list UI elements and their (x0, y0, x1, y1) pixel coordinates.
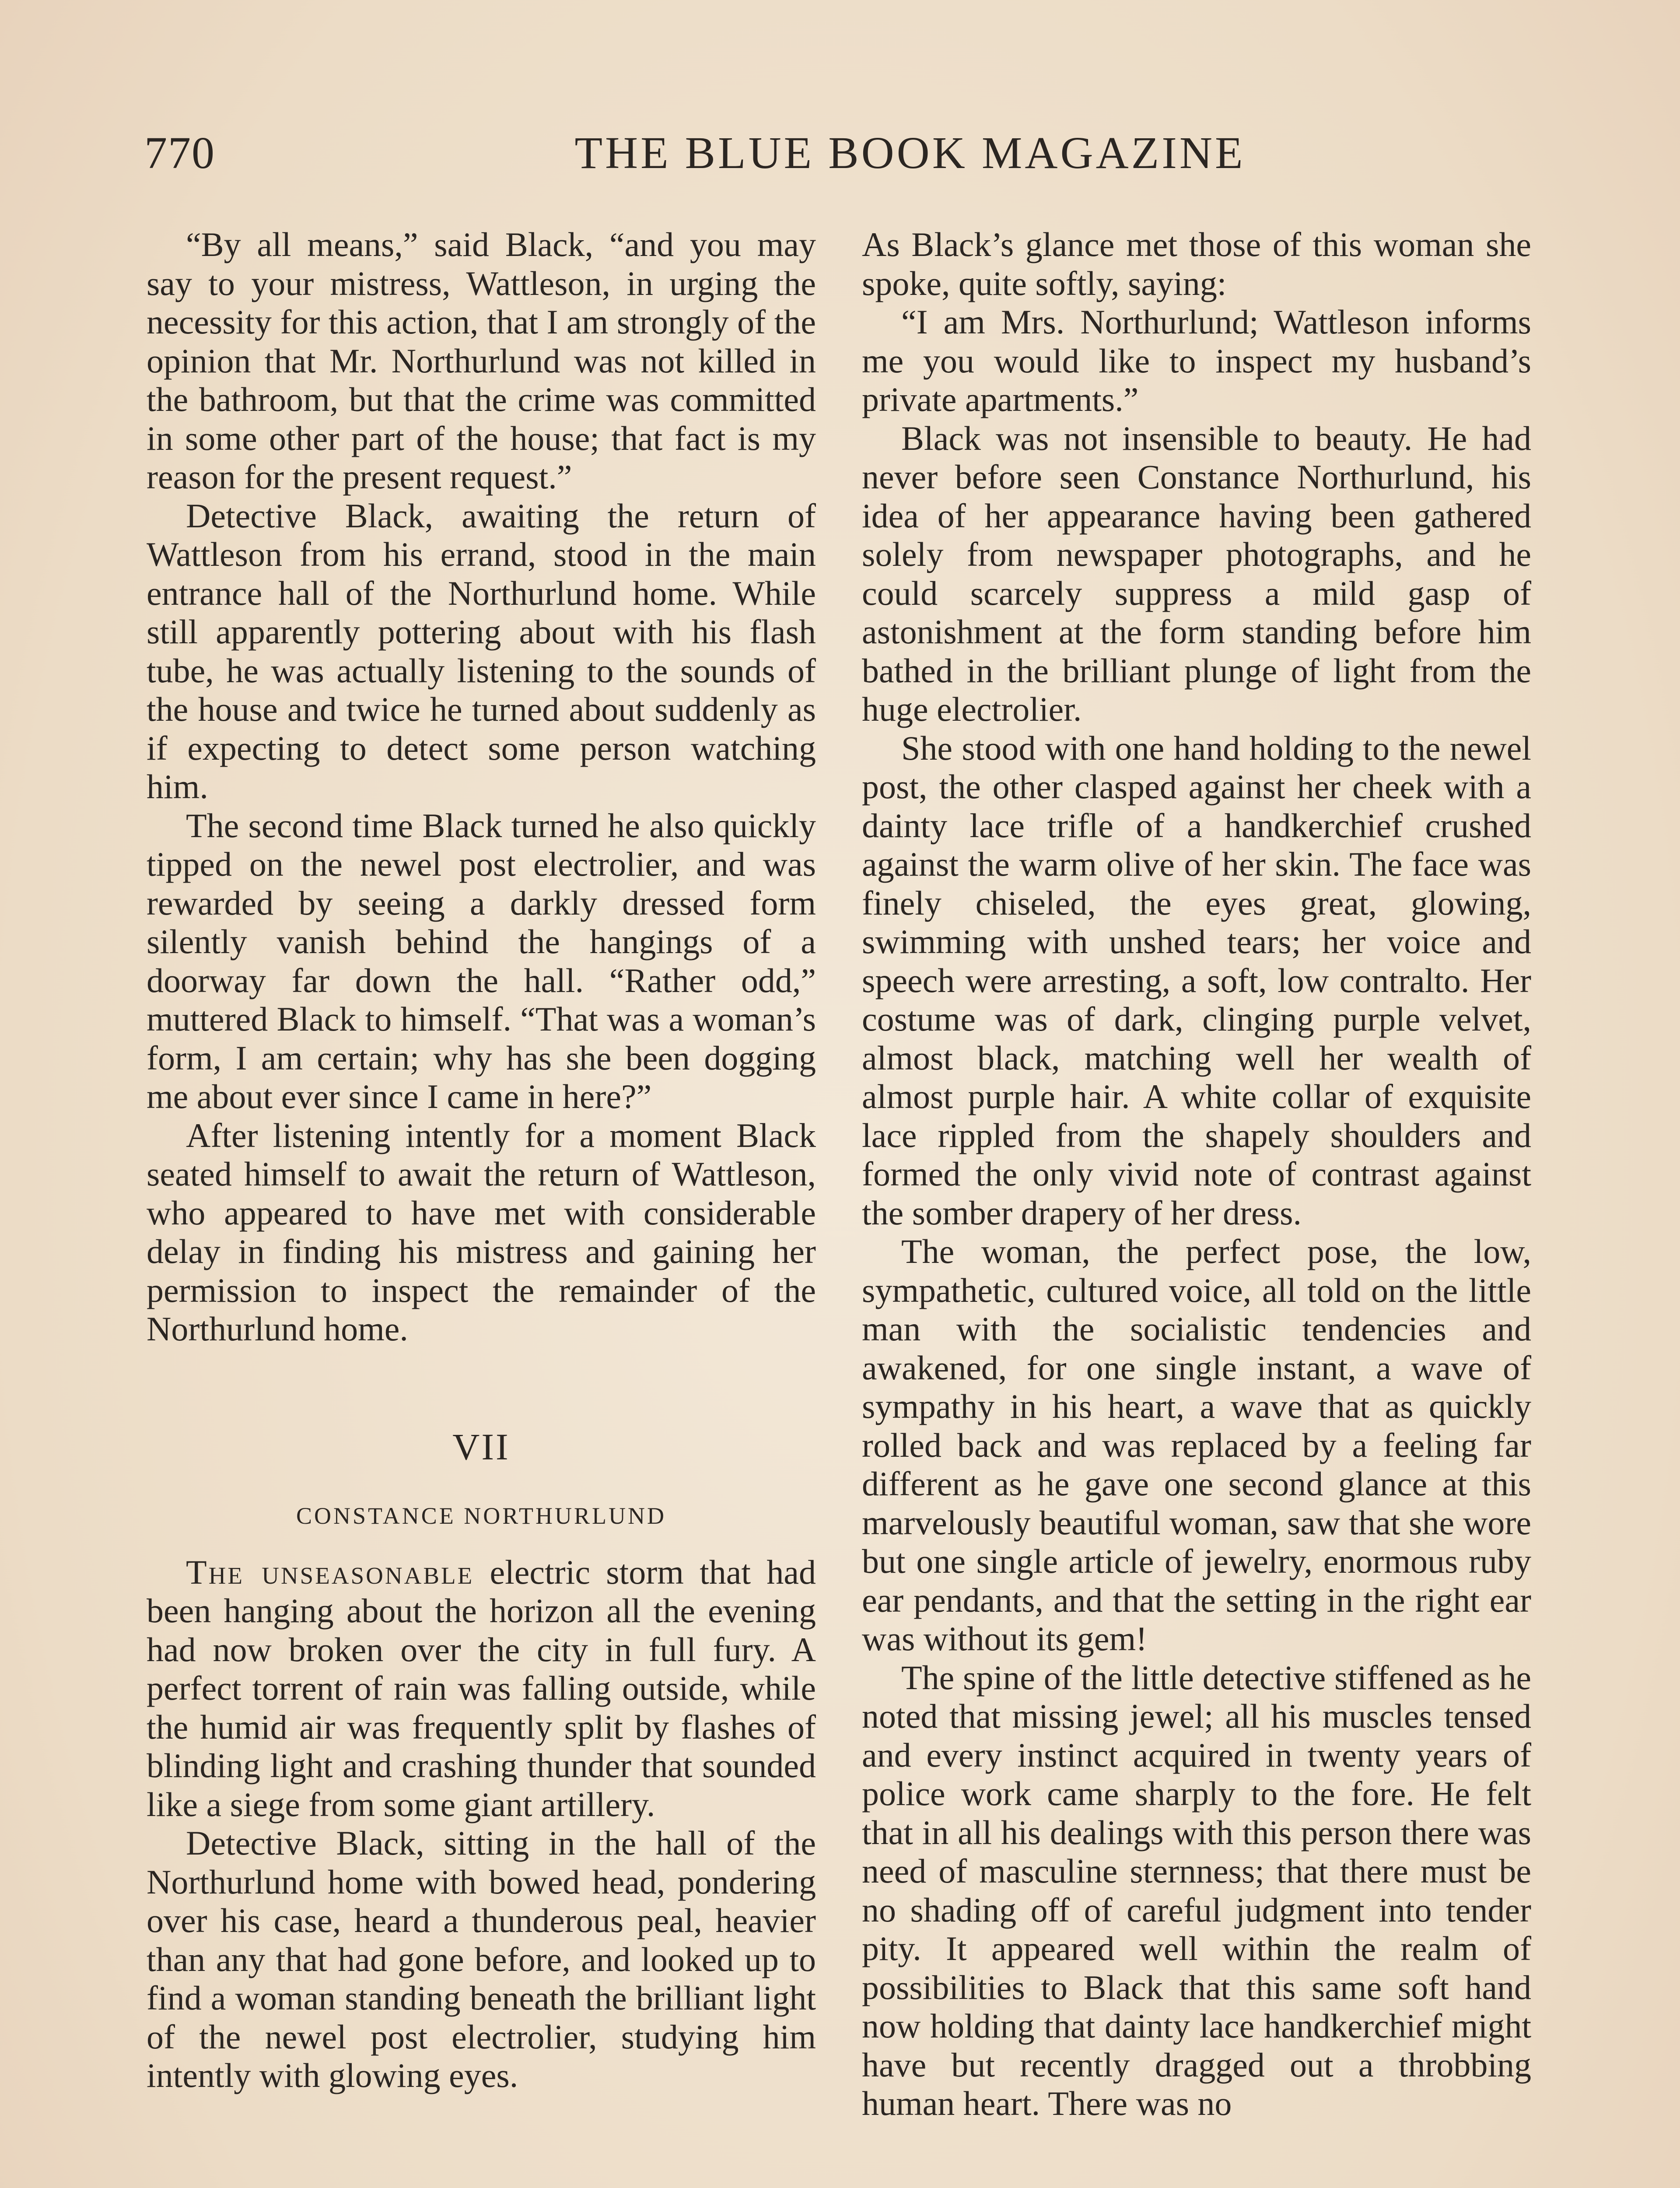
paragraph: Detective Black, awaiting the return of Wattleson from his errand, stood in the main entrance hall of the Northurlund home. While still apparently pottering about with his flash tube, he was actually listening to the sounds of the house and twice he turned about suddenly as if expecting to detect some person watching him. (147, 496, 816, 806)
page-number: 770 (144, 128, 215, 178)
chapter-opening-words: The unseasonable (186, 1553, 474, 1591)
paragraph: The second time Black turned he also quickly tipped on the newel post electrolier, and was rewarded by seeing a darkly dressed form silently vanish behind the hangings of a doorway far down the hall. “Rather odd,” muttered Black to himself. “That was a woman’s form, I am certain; why has she been dogging me about ever since I came in here?” (147, 806, 816, 1115)
paragraph-text: electric storm that had been hanging about the horizon all the evening had now broken over the city in full fury. A perfect torrent of rain was falling outside, while the humid air was frequently split by flashes of blinding light and crashing thunder that sounded like a siege from some giant artillery. (147, 1553, 816, 1823)
paragraph: As Black’s glance met those of this woman she spoke, quite softly, saying: (862, 225, 1531, 302)
paragraph: “I am Mrs. Northurlund; Wattleson informs me you would like to inspect my husband’s private apartments.” (862, 303, 1531, 418)
paragraph: Detective Black, sitting in the hall of the Northurlund home with bowed head, pondering over his case, heard a thunderous peal, heavier than any that had gone before, and looked up to find a woman standing beneath the brilliant light of the newel post electrolier, studying him intently with glowing eyes. (147, 1824, 816, 2094)
page-header (144, 127, 1544, 188)
chapter-number: VII (452, 1425, 510, 1468)
left-column (147, 225, 816, 2095)
running-title: THE BLUE BOOK MAGAZINE (574, 128, 1246, 178)
paragraph: The woman, the perfect pose, the low, sympathetic, cultured voice, all told on the little man with the socialistic tendencies and awakened, for one single instant, a wave of sympathy in his heart, a wave that as quickly rolled back and was replaced by a feeling far different as he gave one second glance at this marvelously beautiful woman, saw that she wore but one single article of jewelry, enormous ruby ear pendants, and that the setting in the right ear was without its gem! (862, 1232, 1531, 1658)
paragraph: After listening intently for a moment Black seated himself to await the return of Wattleson, who appeared to have met with considerable delay in finding his mistress and gaining her permission to inspect the remainder of the Northurlund home. (147, 1116, 816, 1348)
chapter-title: CONSTANCE NORTHURLUND (296, 1503, 666, 1529)
right-column (862, 225, 1531, 2123)
paragraph: Black was not insensible to beauty. He had never before seen Constance Northurlund, his idea of her appearance having been gathered solely from newspaper photographs, and he could scarcely suppress a mild gasp of astonishment at the form standing before him bathed in the brilliant plunge of light from the huge electrolier. (862, 419, 1531, 728)
paragraph (147, 1553, 816, 1824)
paragraph: She stood with one hand holding to the newel post, the other clasped against her cheek with a dainty lace trifle of a handkerchief crushed against the warm olive of her skin. The face was finely chiseled, the eyes great, glowing, swimming with unshed tears; her voice and speech were arresting, a soft, low contralto. Her costume was of dark, clinging purple velvet, almost black, matching well her wealth of almost purple hair. A white collar of exquisite lace rippled from the shapely shoulders and formed the only vivid note of contrast against the somber drapery of her dress. (862, 729, 1531, 1232)
paragraph: “By all means,” said Black, “and you may say to your mistress, Wattleson, in urging the necessity for this action, that I am strongly of the opinion that Mr. Northurlund was not killed in the bathroom, but that the crime was committed in some other part of the house; that fact is my reason for the present request.” (147, 225, 816, 496)
paragraph: The spine of the little detective stiffened as he noted that missing jewel; all his muscles tensed and every instinct acquired in twenty years of police work came sharply to the fore. He felt that in all his dealings with this person there was need of masculine sternness; that there must be no shading off of careful judgment into tender pity. It appeared well within the realm of possibilities to Black that this same soft hand now holding that dainty lace handkerchief might have but recently dragged out a throbbing human heart. There was no (862, 1658, 1531, 2122)
